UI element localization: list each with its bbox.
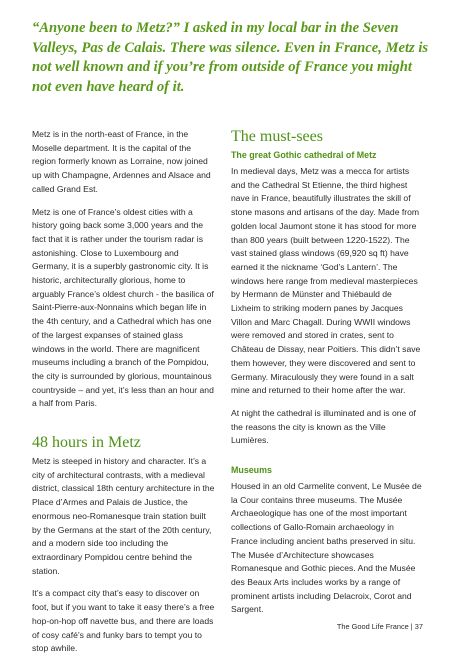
left-paragraph-2: Metz is one of France’s oldest cities with a history going back some 3,000 years and the fact that it is rather under the tourism radar is astonishing. Close to Luxembourg and Germany, it is a superbly gastronomic city. It is historic, architecturally glorious, home to arguably France’s oldest church - the basilica of Saint-Pierre-aux-Nonnains which began life in the 4th century, and a Cathedral which has one of the largest expanses of stained glass windows in the world. There are magnificent museums including a branch of the Pompidou, the city is surrounded by glorious, mountainous countryside – and yet, it’s less than an hour and a half from Paris. (32, 206, 214, 409)
intro-pull-quote: “Anyone been to Metz?” I asked in my local bar in the Seven Valleys, Pas de Calais. There was silence. Even in France, Metz is not well known and if you’re from outside of France you might not even have heard of it. (32, 20, 429, 95)
section-heading-must-sees: The must-sees (231, 128, 323, 145)
left-paragraph-3: Metz is steeped in history and character. It’s a city of architectural contrasts, with a medieval district, classical 18th century architecture in the Place d’Armes and Palais de Justice, the enormous neo-Romanesque train station built by the Germans at the start of the 20th century, and a modern side too including the extraordinary Pompidou centre behind the station. (32, 456, 215, 576)
page-footer: The Good Life France | 37 (336, 622, 423, 631)
section-heading-48-hours: 48 hours in Metz (32, 434, 141, 452)
left-column (32, 128, 217, 665)
subheading-museums: Museums (231, 465, 272, 476)
right-column (231, 128, 423, 626)
subheading-cathedral: The great Gothic cathedral of Metz (231, 150, 377, 160)
right-paragraph-2: At night the cathedral is illuminated and is one of the reasons the city is known as the Ville Lumières. (231, 407, 416, 446)
right-paragraph-1: In medieval days, Metz was a mecca for artists and the Cathedral St Etienne, the third highest nave in France, beautifully illustrates the skill of stone masons and artisans of the day. Made from golden local Jaumont stone it has stood for more than 800 years (built between 1220-1522). The vast stained glass windows (69,920 sq ft) have earned it the nickname ‘God’s Lantern’. The windows here range from medieval masterpieces by Hermann de Münster and Thiébauld de Lixheim to striking modern panes by Jacques Villon and Marc Chagall. During WWII windows were removed and stored in crates, sent to Château de Dissay, near Poitiers. This didn’t save them however, they were discovered and sent to Germany. Miraculously they were found in a salt mine and returned to their home after the war. (231, 166, 421, 396)
left-paragraph-4: It’s a compact city that’s easy to discover on foot, but if you want to take it easy there’s a free hop-on-hop off navette bus, and there are loads of cosy café’s and funky bars to tempt you to stop awhile. (32, 588, 215, 654)
left-paragraph-1: Metz is in the north-east of France, in the Moselle department. It is the capital of the region formerly known as Lorraine, now joined up with Champagne, Ardennes and Alsace and called Grand Est. (32, 129, 211, 194)
right-paragraph-3: Housed in an old Carmelite convent, Le Musée de la Cour contains three museums. The Musée Archaeologique has one of the most important collections of Gallo-Romain archaeology in France including ancient baths preserved in situ. The Musée d’Architecture showcases Romanesque and Gothic pieces. And the Musée des Beaux Arts includes works by a range of prominent artists including Delacroix, Corot and Sargent. (231, 481, 422, 615)
